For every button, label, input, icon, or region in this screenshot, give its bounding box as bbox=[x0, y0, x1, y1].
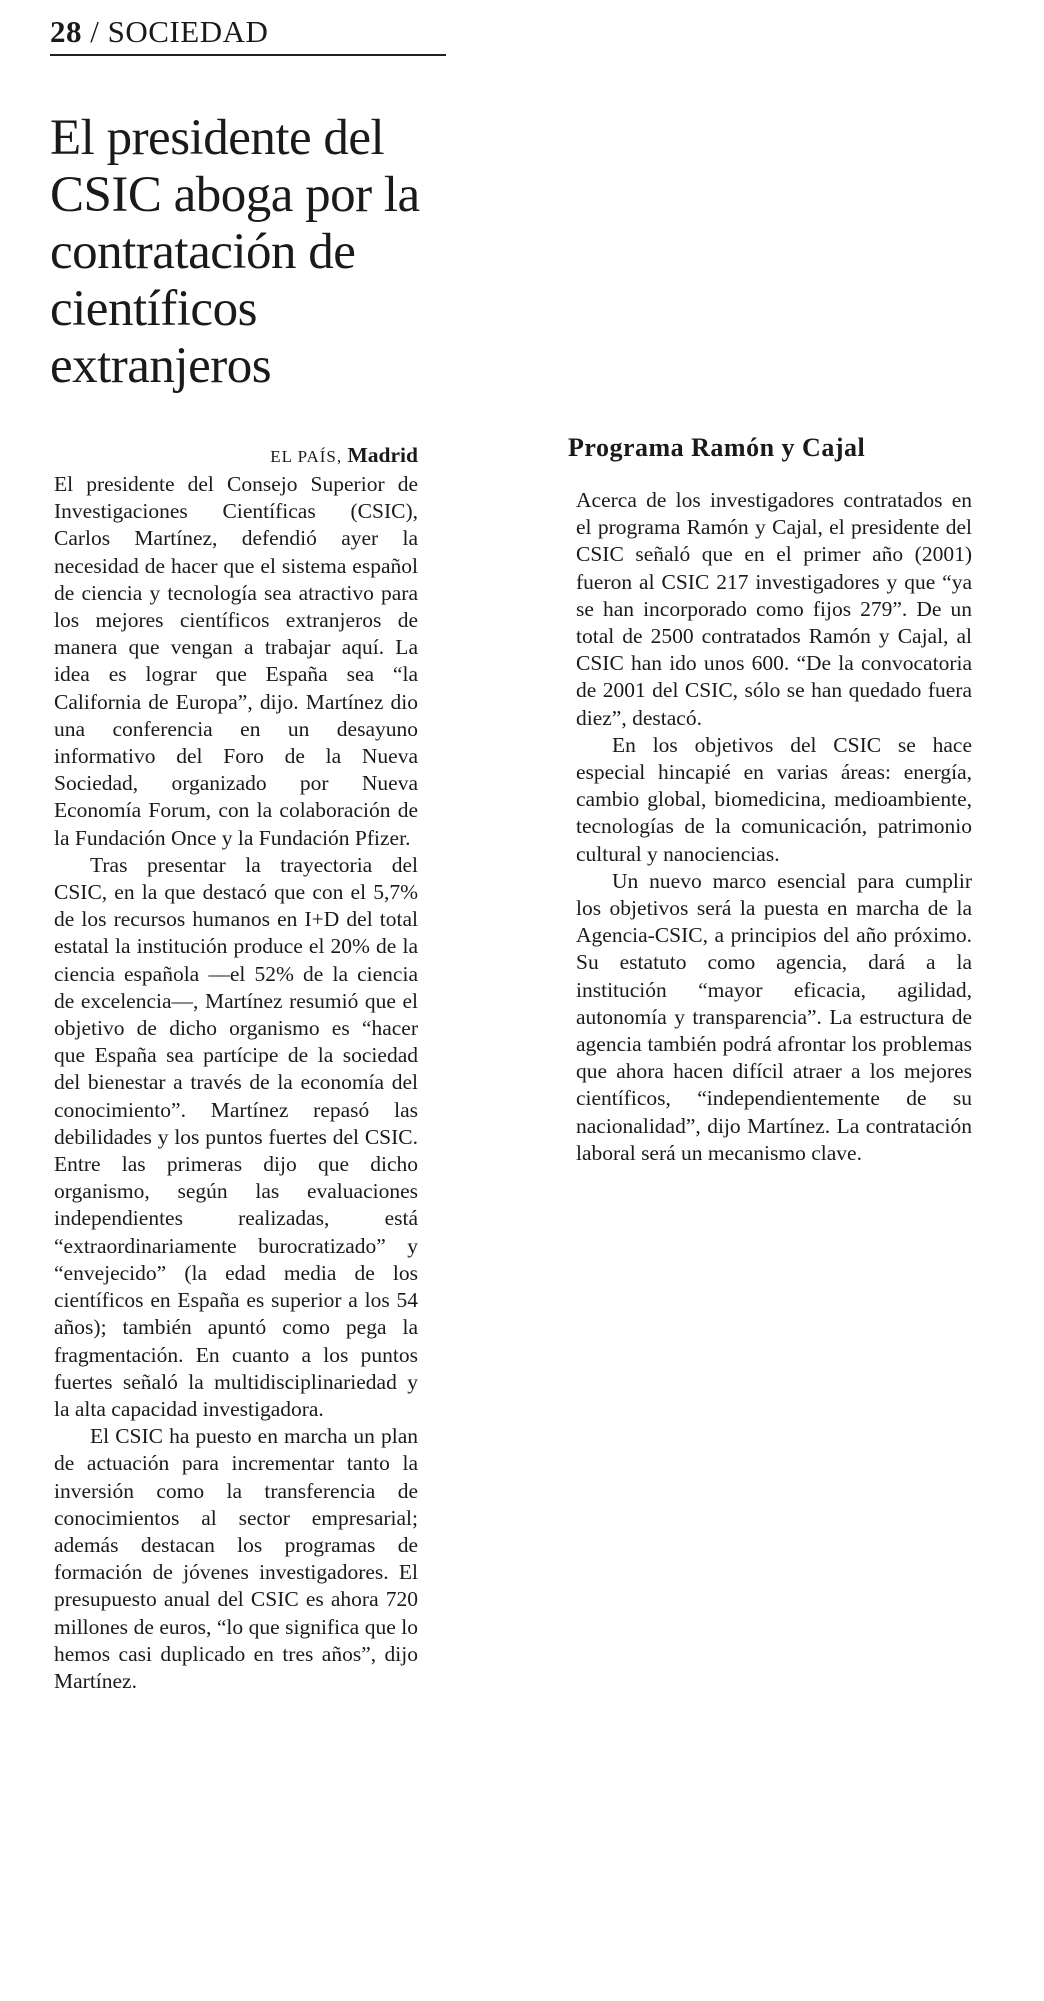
body-paragraph: Un nuevo marco esencial para cumplir los objetivos será la puesta en marcha de la Agencia-CSIC, a principios del año próximo. Su estatuto como agencia, dará a la institución “mayor eficacia, agilidad, autonomía y transparencia”. La estructura de agencia también podrá afrontar los problemas que ahora hacen difícil atraer a los mejores científicos, “independientemente de su nacionalidad”, dijo Martínez. La contratación laboral será un mecanismo clave. bbox=[576, 868, 972, 1165]
body-paragraph: Acerca de los investigadores contratados en el programa Ramón y Cajal, el presidente del CSIC señaló que en el primer año (2001) fueron al CSIC 217 investigadores y que “ya se han incorporado como fijos 279”. De un total de 2500 contratados Ramón y Cajal, al CSIC han ido unos 600. “De la convocatoria de 2001 del CSIC, sólo se han quedado fuera diez”, destacó. bbox=[576, 488, 972, 730]
section-name: SOCIEDAD bbox=[107, 14, 269, 49]
left-column bbox=[54, 441, 418, 1695]
body-paragraph: En los objetivos del CSIC se hace especial hincapié en varias áreas: energía, cambio global, biomedicina, medioambiente, tecnologías de la comunicación, patrimonio cultural y nanociencias. bbox=[576, 732, 972, 866]
page-number: 28 bbox=[50, 14, 82, 49]
byline-agency: EL PAÍS, bbox=[270, 447, 343, 466]
subheading: Programa Ramón y Cajal bbox=[568, 433, 866, 462]
body-paragraph: El presidente del Consejo Superior de Investigaciones Científicas (CSIC), Carlos Martínez, defendió ayer la necesidad de hacer que el sistema español de ciencia y tecnología sea atractivo para los mejores científicos extranjeros de manera que vengan a trabajar aquí. La idea es lograr que España sea “la California de Europa”, dijo. Martínez dio una conferencia en un desayuno informativo del Foro de la Nueva Sociedad, organizado por Nueva Economía Forum, con la colaboración de la Fundación Once y la Fundación Pfizer. bbox=[54, 472, 418, 850]
byline-city: Madrid bbox=[347, 443, 418, 467]
right-column bbox=[576, 487, 972, 1167]
article-headline: El presidente del CSIC aboga por la contratación de científicos extranjeros bbox=[50, 110, 420, 394]
byline bbox=[54, 441, 418, 471]
body-paragraph: El CSIC ha puesto en marcha un plan de actuación para incrementar tanto la inversión como la transferencia de conocimientos al sector empresarial; además destacan los programas de formación de jóvenes investigadores. El presupuesto anual del CSIC es ahora 720 millones de euros, “lo que significa que lo hemos casi duplicado en tres años”, dijo Martínez. bbox=[54, 1424, 418, 1693]
body-paragraph: Tras presentar la trayectoria del CSIC, en la que destacó que con el 5,7% de los recursos humanos en I+D del total estatal la institución produce el 20% de la ciencia española —el 52% de la ciencia de excelencia—, Martínez resumió que el objetivo de dicho organismo es “hacer que España sea partícipe de la sociedad del bienestar a través de la economía del conocimiento”. Martínez repasó las debilidades y los puntos fuertes del CSIC. Entre las primeras dijo que dicho organismo, según las evaluaciones independientes realizadas, está “extraordinariamente burocratizado” y “envejecido” (la edad media de los científicos en España es superior a los 54 años); también apuntó como pega la fragmentación. En cuanto a los puntos fuertes señaló la multidisciplinariedad y la alta capacidad investigadora. bbox=[54, 852, 418, 1421]
section-header bbox=[50, 14, 446, 56]
header-separator: / bbox=[90, 14, 100, 49]
